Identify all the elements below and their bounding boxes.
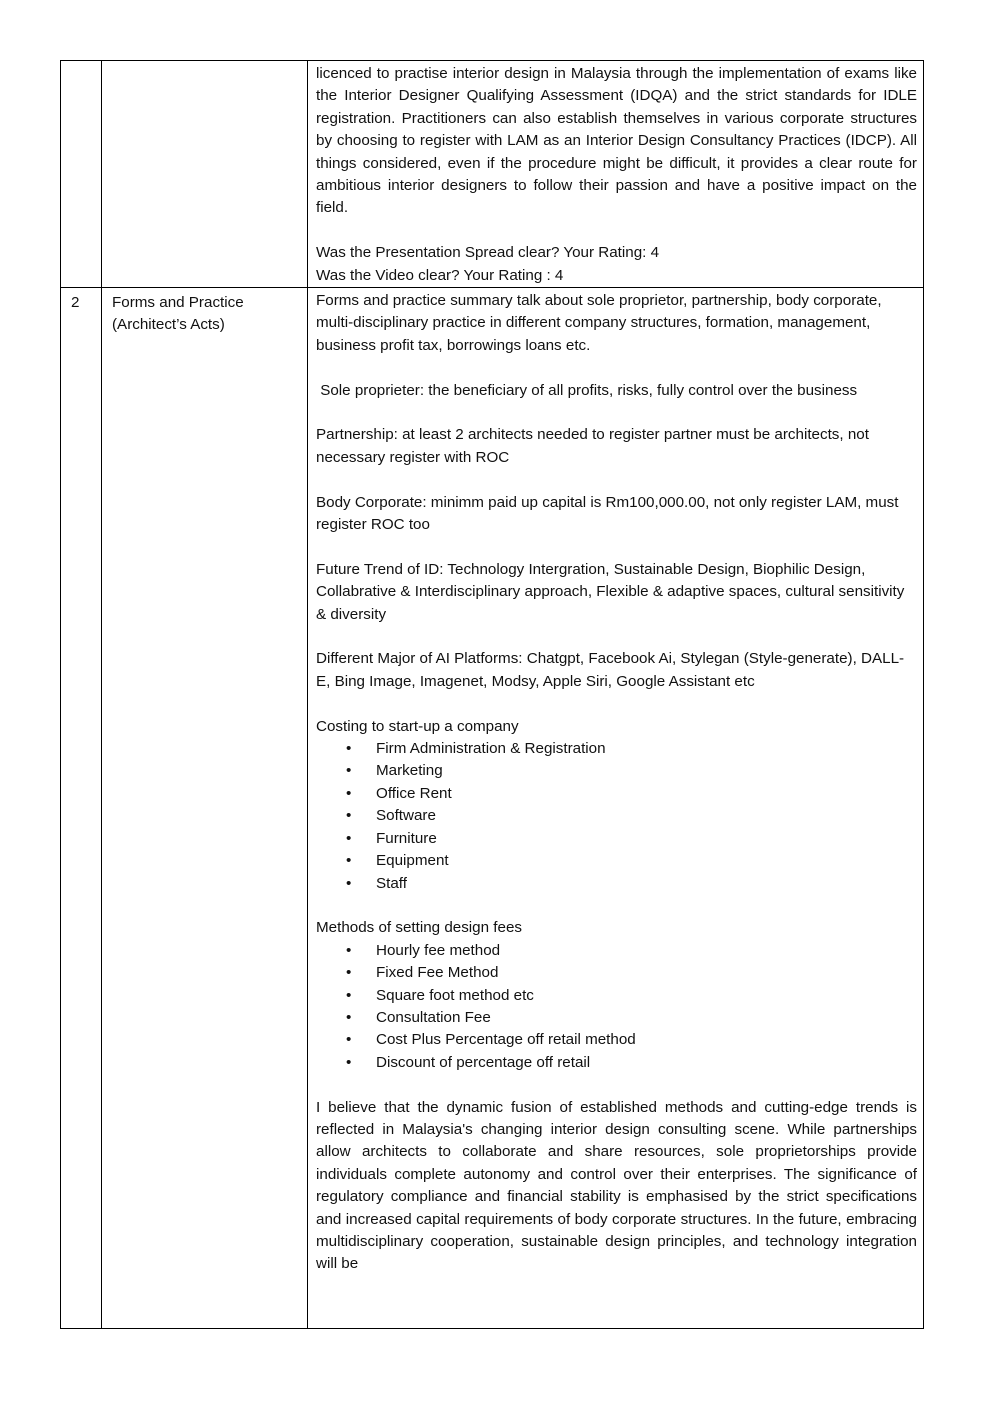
list-item: • Consultation Fee	[376, 1007, 917, 1029]
continued-paragraph: licenced to practise interior design in Malaysia through the implementation of exams like the Interior Designer Qualifying Assessment (IDQA) and the strict standards for IDLE registration. Practitioners can also establish themselves in various corporate structures by choosing to register with LAM as an Interior Design Consultancy Practices (IDCP). All things considered, even if the procedure might be difficult, it provides a clear route for ambitious interior designers to follow their passion and have a positive impact on the field.	[316, 65, 917, 217]
table-row-2	[61, 288, 924, 1329]
table-row-1	[61, 61, 924, 288]
ai-platforms-paragraph: Different Major of AI Platforms: Chatgpt, Facebook Ai, Stylegan (Style-generate), DALL-E, Bing Image, Imagenet, Modsy, Apple Siri, Google Assistant etc	[316, 650, 905, 690]
summary-paragraph: Forms and practice summary talk about sole proprietor, partnership, body corporate, multi-disciplinary practice in different company structures, formation, management, business profit tax, borrowings loans etc.	[316, 292, 882, 354]
list-item: • Equipment	[376, 850, 917, 872]
reflection-paragraph: I believe that the dynamic fusion of established methods and cutting-edge trends is reflected in Malaysia's changing interior design consulting scene. While partnerships allow architects to collaborate and share resources, sole proprietorships provide individuals complete autonomy and control over their enterprises. The significance of regulatory compliance and financial stability is emphasised by the strict specifications and increased capital requirements of body corporate structures. In the future, embracing multidisciplinary cooperation, sustainable design principles, and technology integration will be	[316, 1098, 917, 1273]
list-item: • Firm Administration & Registration	[376, 738, 917, 760]
topic-cell	[102, 288, 308, 1329]
list-item: • Square foot method etc	[376, 985, 917, 1007]
list-item: • Marketing	[376, 760, 917, 782]
row-number-cell	[61, 61, 102, 288]
future-trend-paragraph: Future Trend of ID: Technology Intergration, Sustainable Design, Biophilic Design, Collabrative & Interdisciplinary approach, Flexible & adaptive spaces, cultural sensitivity & diversity	[316, 560, 905, 623]
topic-cell	[102, 61, 308, 288]
list-item: • Furniture	[376, 828, 917, 850]
topic-title: Forms and Practice	[112, 294, 244, 312]
list-item: • Hourly fee method	[376, 940, 917, 962]
body-corporate-paragraph: Body Corporate: minimm paid up capital is Rm100,000.00, not only register LAM, must register ROC too	[316, 493, 899, 534]
content-cell	[308, 288, 924, 1329]
list-item: • Office Rent	[376, 783, 917, 805]
list-item: • Fixed Fee Method	[376, 962, 917, 984]
row-number-cell: 2	[61, 288, 102, 1329]
fees-list	[316, 940, 917, 1074]
list-item: • Staff	[376, 873, 917, 895]
partnership-paragraph: Partnership: at least 2 architects needed to register partner must be architects, not necessary register with ROC	[316, 426, 869, 466]
rating-video: Was the Video clear? Your Rating : 4	[316, 266, 564, 284]
list-item: • Cost Plus Percentage off retail method	[376, 1029, 917, 1051]
list-item: • Software	[376, 805, 917, 827]
fees-heading: Methods of setting design fees	[316, 919, 523, 937]
list-item: • Discount of percentage off retail	[376, 1052, 917, 1074]
rating-presentation: Was the Presentation Spread clear? Your Rating: 4	[316, 244, 660, 262]
topic-subtitle: (Architect’s Acts)	[112, 316, 225, 334]
sole-proprietor-paragraph: Sole proprieter: the beneficiary of all profits, risks, fully control over the business	[316, 381, 858, 399]
report-table	[60, 60, 924, 1329]
costing-heading: Costing to start-up a company	[316, 717, 519, 735]
costing-list	[316, 738, 917, 895]
content-cell	[308, 61, 924, 288]
